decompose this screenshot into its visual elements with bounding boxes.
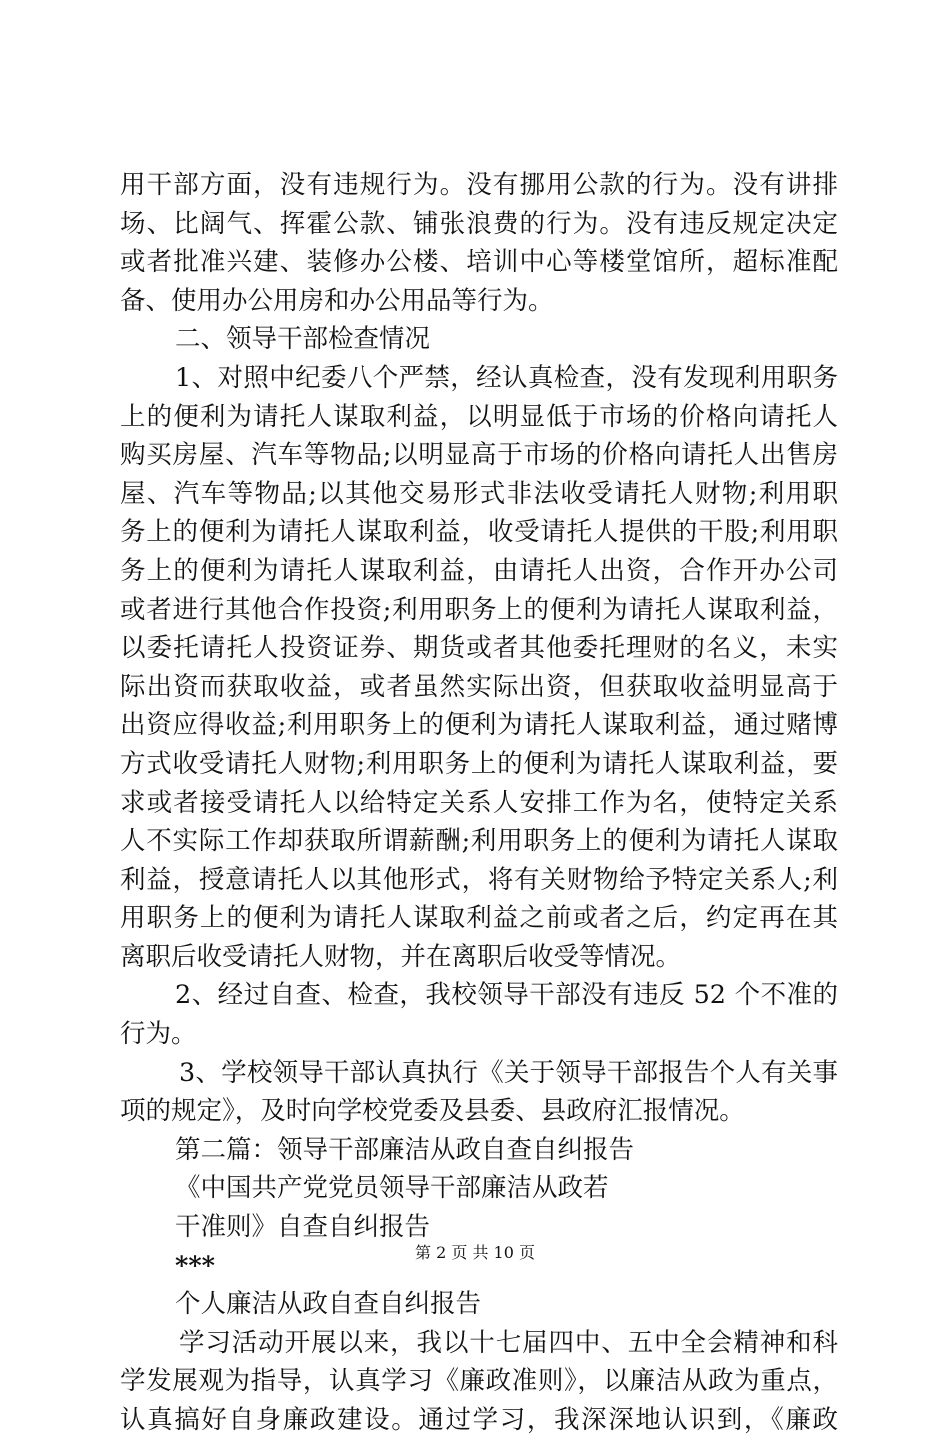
text-line: 2、经过自查、检查，我校领导干部没有违反 52 个不准的 bbox=[175, 980, 838, 1011]
section-heading: 二、领导干部检查情况 bbox=[175, 324, 431, 355]
text-line: 认真搞好自身廉政建设。通过学习，我深深地认识到，《廉政 bbox=[120, 1405, 838, 1435]
text-line: 备、使用办公用房和办公用品等行为。 bbox=[120, 285, 554, 316]
text-line: 购买房屋、汽车等物品;以明显高于市场的价格向请托人出售房 bbox=[120, 440, 838, 471]
text-line: 求或者接受请托人以给特定关系人安排工作为名，使特定关系 bbox=[120, 787, 838, 818]
text-line: 出资应得收益;利用职务上的便利为请托人谋取利益，通过赌博 bbox=[120, 710, 838, 741]
report-title: 《中国共产党党员领导干部廉洁从政若 bbox=[175, 1173, 609, 1204]
text-line: 屋、汽车等物品;以其他交易形式非法收受请托人财物;利用职 bbox=[120, 478, 838, 509]
page-number: 第 2 页 共 10 页 bbox=[415, 1243, 535, 1262]
text-line: 务上的便利为请托人谋取利益，由请托人出资，合作开办公司 bbox=[120, 555, 838, 586]
text-line: 以委托请托人投资证券、期货或者其他委托理财的名义，未实 bbox=[120, 633, 838, 664]
text-line: 或者批准兴建、装修办公楼、培训中心等楼堂馆所，超标准配 bbox=[120, 247, 838, 278]
text-line: 场、比阔气、挥霍公款、铺张浪费的行为。没有违反规定决定 bbox=[120, 208, 838, 239]
chapter-title: 第二篇：领导干部廉洁从政自查自纠报告 bbox=[175, 1134, 635, 1165]
author-placeholder: *** bbox=[175, 1250, 216, 1281]
text-line: 用干部方面，没有违规行为。没有挪用公款的行为。没有讲排 bbox=[120, 170, 838, 200]
text-line: 3、学校领导干部认真执行《关于领导干部报告个人有关事 bbox=[179, 1057, 838, 1088]
report-subtitle: 个人廉洁从政自查自纠报告 bbox=[175, 1289, 482, 1320]
text-line: 或者进行其他合作投资;利用职务上的便利为请托人谋取利益， bbox=[120, 594, 838, 625]
page-footer bbox=[0, 1243, 950, 1263]
text-line: 上的便利为请托人谋取利益，以明显低于市场的价格向请托人 bbox=[120, 401, 838, 432]
report-title: 干准则》自查自纠报告 bbox=[175, 1212, 431, 1243]
text-line: 行为。 bbox=[120, 1019, 197, 1050]
text-line: 离职后收受请托人财物，并在离职后收受等情况。 bbox=[120, 941, 682, 972]
text-line: 1、对照中纪委八个严禁，经认真检查，没有发现利用职务 bbox=[175, 362, 838, 393]
text-line: 务上的便利为请托人谋取利益，收受请托人提供的干股;利用职 bbox=[120, 517, 838, 548]
text-line: 利益，授意请托人以其他形式，将有关财物给予特定关系人;利 bbox=[120, 864, 838, 895]
text-line: 项的规定》，及时向学校党委及县委、县政府汇报情况。 bbox=[120, 1096, 745, 1127]
text-line: 方式收受请托人财物;利用职务上的便利为请托人谋取利益，要 bbox=[120, 748, 838, 779]
text-line: 人不实际工作却获取所谓薪酬;利用职务上的便利为请托人谋取 bbox=[120, 826, 838, 857]
text-line: 际出资而获取收益，或者虽然实际出资，但获取收益明显高于 bbox=[120, 671, 838, 702]
text-line: 用职务上的便利为请托人谋取利益之前或者之后，约定再在其 bbox=[120, 903, 838, 934]
text-line: 学发展观为指导，认真学习《廉政准则》，以廉洁从政为重点， bbox=[120, 1366, 838, 1397]
text-line: 学习活动开展以来，我以十七届四中、五中全会精神和科 bbox=[179, 1327, 838, 1358]
